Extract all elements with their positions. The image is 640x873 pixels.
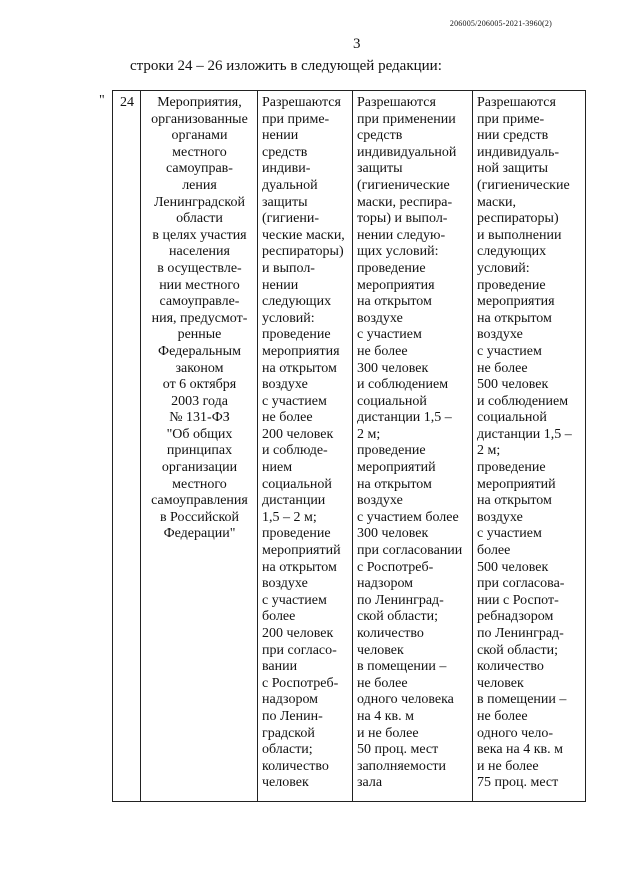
regulation-table [112,90,586,802]
opening-quote-mark: " [99,93,105,108]
condition-cell-c: Разрешаются при приме- нии средств индивидуаль- ной защиты (гигиенические маски, респираторы) и выполнении следующих условий: проведение мероприятия на открытом воздухе с участием не более 500 человек и соблюдением социальной дистанции 1,5 – 2 м; проведение мероприятий на открытом воздухе с участием более 500 человек при согласова- нии с Роспот- ребнадзором по Ленинград- ской области; количество человек в помещении – не более одного чело- века на 4 кв. м и не более 75 проц. мест [473,91,586,802]
condition-cell-b: Разрешаются при применении средств индивидуальной защиты (гигиенические маски, респира- торы) и выпол- нении следую- щих условий: проведение мероприятия на открытом воздухе с участием не более 300 человек и соблюдением социальной дистанции 1,5 – 2 м; проведение мероприятий на открытом воздухе с участием более 300 человек при согласовании с Роспотреб- надзором по Ленинград- ской области; количество человек в помещении – не более одного человека на 4 кв. м и не более 50 проц. мест заполняемости зала [353,91,473,802]
page-number: 3 [353,36,361,52]
condition-cell-a: Разрешаются при приме- нении средств индиви- дуальной защиты (гигиени- ческие маски, респираторы) и выпол- нении следующих условий: проведение мероприятия на открытом воздухе с участием не более 200 человек и соблюде- нием социальной дистанции 1,5 – 2 м; проведение мероприятий на открытом воздухе с участием более 200 человек при согласо- вании с Роспотреб- надзором по Ленин- градской области; количество человек [258,91,353,802]
event-description-cell: Мероприятия, организованные органами местного самоупрaв- ления Ленинградской области в целях участия населения в осуществле- нии местного самоуправле- ния, предусмот- ренные Федеральным законом от 6 октября 2003 года № 131-ФЗ "Об общих принципах организации местного самоуправления в Российской Федерации" [141,91,258,802]
row-number-cell: 24 [113,91,141,802]
intro-paragraph: строки 24 – 26 изложить в следующей редакции: [130,58,442,74]
document-id: 206005/206005-2021-3960(2) [449,19,552,28]
table-row [113,91,586,802]
